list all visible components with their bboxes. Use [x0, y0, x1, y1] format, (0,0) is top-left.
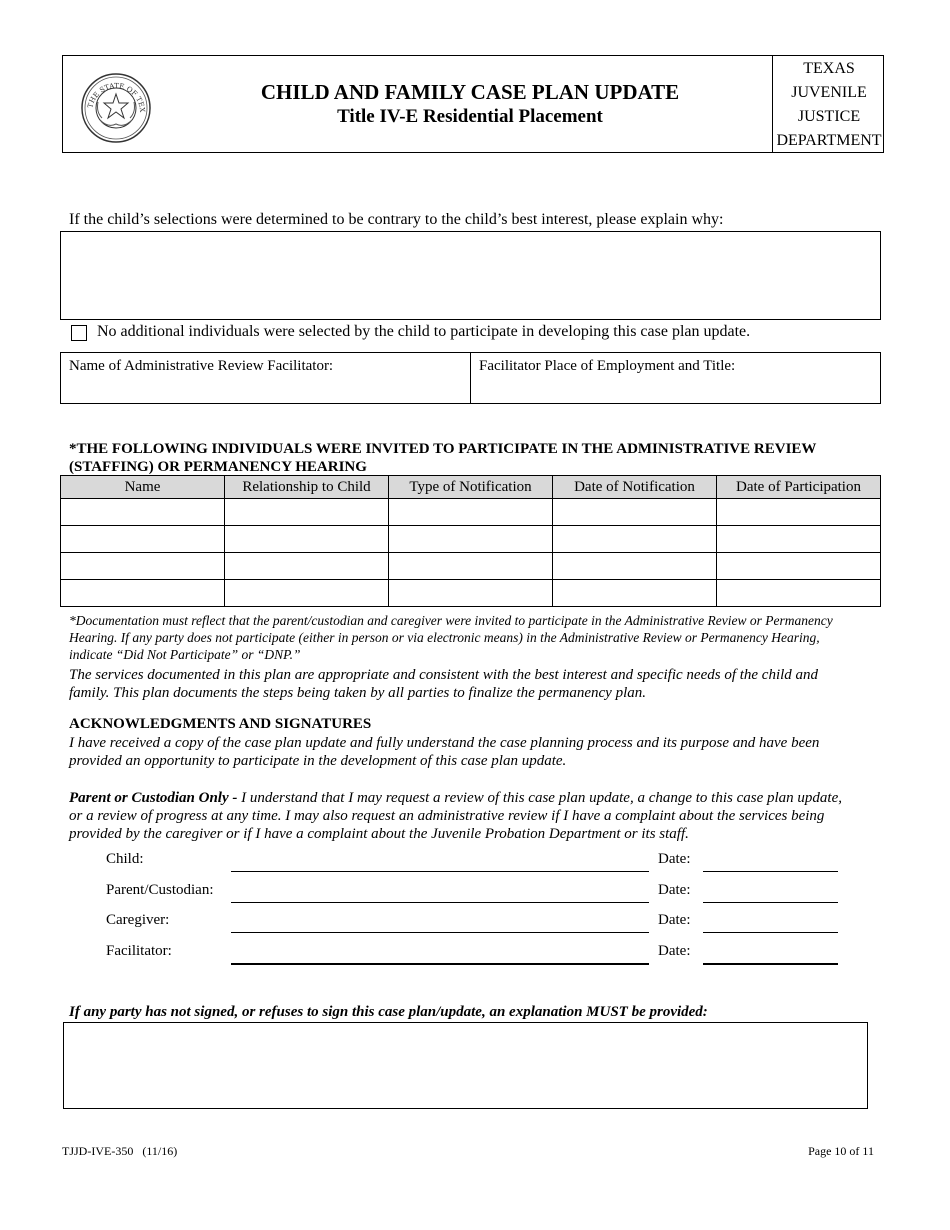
- table-cell[interactable]: [553, 580, 717, 607]
- table-row: [61, 499, 881, 526]
- date-line-parent[interactable]: [703, 902, 838, 903]
- no-additional-individuals-label: No additional individuals were selected by the child to participate in developing this case plan update.: [97, 323, 751, 340]
- form-id: TJJD-IVE-350 (11/16): [62, 1144, 178, 1158]
- table-cell[interactable]: [225, 580, 389, 607]
- table-row: [61, 526, 881, 553]
- table-cell[interactable]: [61, 580, 225, 607]
- date-line-caregiver[interactable]: [703, 932, 838, 933]
- agency-line-juvenile: JUVENILE: [791, 84, 867, 101]
- date-label: Date:: [658, 851, 691, 867]
- agency-line-justice: JUSTICE: [797, 108, 861, 125]
- explanation-label: If any party has not signed, or refuses to sign this case plan/update, an explanation MUST be provided:: [69, 1004, 708, 1020]
- agency-block: [772, 56, 885, 153]
- table-cell[interactable]: [61, 499, 225, 526]
- parent-custodian-statement: [69, 789, 884, 843]
- table-cell[interactable]: [61, 526, 225, 553]
- date-line-facilitator[interactable]: [703, 963, 838, 965]
- column-notification-type: Type of Notification: [389, 476, 553, 499]
- table-cell[interactable]: [389, 553, 553, 580]
- table-cell[interactable]: [389, 580, 553, 607]
- date-label: Date:: [658, 912, 691, 928]
- signature-label-parent: Parent/Custodian:: [106, 882, 214, 898]
- texas-seal-logo: [80, 72, 152, 144]
- parent-line: or a review of progress at any time. I may also request an administrative review if I have a complaint about the services being: [69, 808, 825, 824]
- invited-heading: [69, 440, 889, 476]
- signature-line-parent[interactable]: [231, 902, 649, 903]
- signature-label-facilitator: Facilitator:: [106, 943, 172, 959]
- date-label: Date:: [658, 943, 691, 959]
- parent-lead: Parent or Custodian Only -: [69, 790, 242, 806]
- table-row: [61, 580, 881, 607]
- best-interest-question: If the child’s selections were determined to be contrary to the child’s best interest, please explain why:: [69, 211, 724, 228]
- services-line: The services documented in this plan are appropriate and consistent with the best interest and specific needs of the child and: [69, 667, 819, 683]
- table-cell[interactable]: [553, 499, 717, 526]
- acknowledgments-heading: ACKNOWLEDGMENTS AND SIGNATURES: [69, 716, 372, 732]
- table-cell[interactable]: [389, 499, 553, 526]
- signature-line-facilitator[interactable]: [231, 963, 649, 965]
- form-title: CHILD AND FAMILY CASE PLAN UPDATE: [260, 80, 680, 104]
- explanation-box[interactable]: [63, 1022, 868, 1109]
- parent-line: provided by the caregiver or if I have a complaint about the Juvenile Probation Department or its staff.: [69, 826, 689, 842]
- page-number: Page 10 of 11: [808, 1144, 874, 1158]
- table-cell[interactable]: [553, 553, 717, 580]
- form-subtitle: Title IV-E Residential Placement: [337, 106, 603, 127]
- signature-line-child[interactable]: [231, 871, 649, 872]
- date-line-child[interactable]: [703, 871, 838, 872]
- table-cell[interactable]: [61, 553, 225, 580]
- signature-label-child: Child:: [106, 851, 144, 867]
- documentation-note: [69, 612, 879, 663]
- ack-line: provided an opportunity to participate in the development of this case plan update.: [69, 753, 567, 769]
- best-interest-answer-box[interactable]: [60, 231, 881, 320]
- facilitator-name-field[interactable]: Name of Administrative Review Facilitator:: [69, 358, 334, 374]
- services-statement: [69, 666, 879, 702]
- facilitator-divider: [470, 352, 471, 404]
- column-relationship: Relationship to Child: [225, 476, 389, 499]
- invited-heading-line2: (STAFFING) OR PERMANENCY HEARING: [69, 459, 367, 475]
- table-cell[interactable]: [553, 526, 717, 553]
- invited-table-header: [61, 476, 881, 499]
- facilitator-employment-field[interactable]: Facilitator Place of Employment and Title:: [479, 358, 736, 374]
- svg-text:THE STATE OF TEXAS: THE STATE OF TEX: [86, 81, 147, 113]
- acknowledgment-text: [69, 734, 884, 770]
- table-cell[interactable]: [389, 526, 553, 553]
- table-cell[interactable]: [717, 553, 881, 580]
- date-label: Date:: [658, 882, 691, 898]
- table-cell[interactable]: [225, 553, 389, 580]
- note-line: *Documentation must reflect that the parent/custodian and caregiver were invited to participate in the Administrative Review or Permanency: [69, 613, 833, 628]
- column-notification-date: Date of Notification: [553, 476, 717, 499]
- table-cell[interactable]: [225, 526, 389, 553]
- signature-line-caregiver[interactable]: [231, 932, 649, 933]
- table-row: [61, 553, 881, 580]
- note-line: Hearing. If any party does not participate (either in person or via electronic means) in the Administrative Review or Permanency Hearing,: [69, 630, 820, 645]
- column-participation-date: Date of Participation: [717, 476, 881, 499]
- ack-line: I have received a copy of the case plan update and fully understand the case planning process and its purpose and have been: [69, 735, 820, 751]
- table-cell[interactable]: [225, 499, 389, 526]
- table-cell[interactable]: [717, 580, 881, 607]
- column-name: Name: [61, 476, 225, 499]
- agency-line-department: DEPARTMENT: [776, 132, 882, 149]
- parent-line: I understand that I may request a review of this case plan update, a change to this case plan update,: [241, 790, 843, 806]
- signature-label-caregiver: Caregiver:: [106, 912, 170, 928]
- no-additional-individuals-checkbox[interactable]: [71, 325, 87, 341]
- invited-table: [60, 475, 881, 607]
- agency-line-texas: TEXAS: [803, 60, 855, 77]
- services-line: family. This plan documents the steps being taken by all parties to finalize the permanency plan.: [69, 685, 647, 701]
- table-cell[interactable]: [717, 499, 881, 526]
- table-cell[interactable]: [717, 526, 881, 553]
- invited-heading-line1: *THE FOLLOWING INDIVIDUALS WERE INVITED TO PARTICIPATE IN THE ADMINISTRATIVE REVIEW: [69, 441, 817, 457]
- note-line: indicate “Did Not Participate” or “DNP.”: [69, 647, 301, 662]
